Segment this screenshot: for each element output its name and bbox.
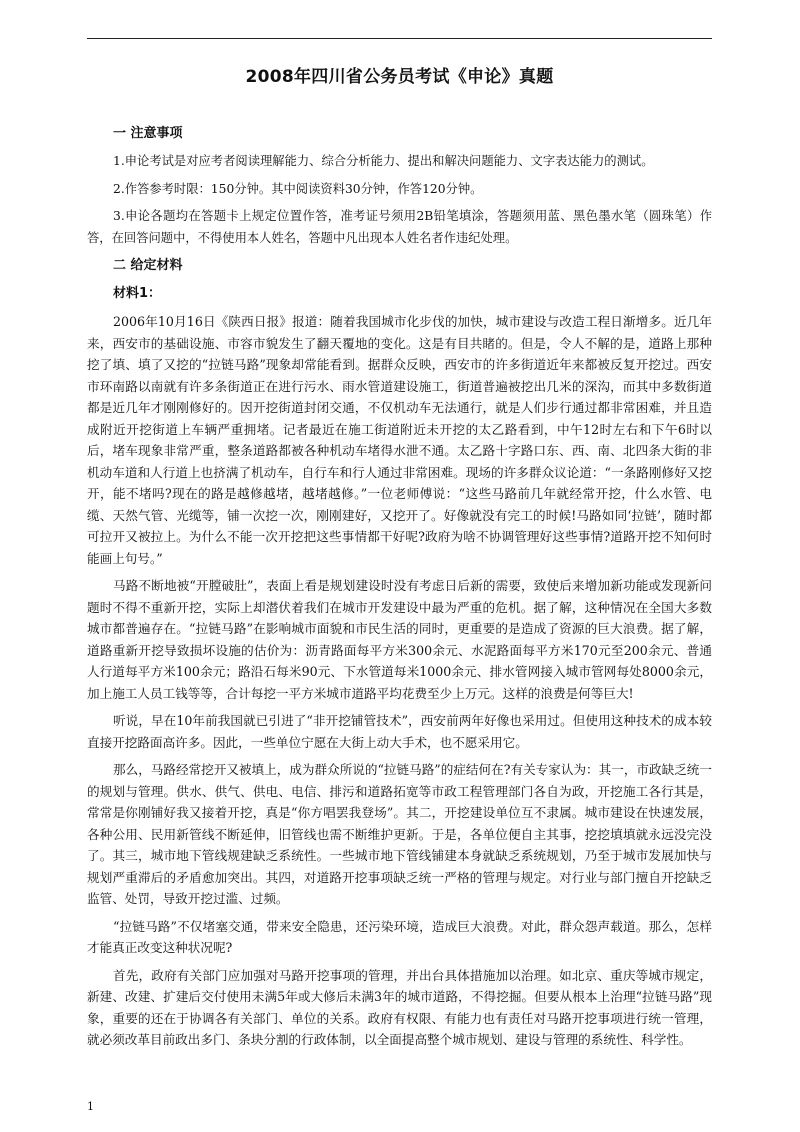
material-paragraph: 那么，马路经常挖开又被填上，成为群众所说的“拉链马路”的症结何在?有关专家认为：其一，市政缺乏统一的规划与管理。供水、供气、供电、电信、排污和道路拓宽等市政工程管理部门各自为政，开挖施工各行其是，常常是你刚铺好我又接着开挖，真是“你方唱罢我登场”。其二，开挖建设单位互不隶属。城市建设在快速发展，各种公用、民用新管线不断延伸，旧管线也需不断维护更新。于是，各单位便自主其事，挖挖填填就永远没完没了。其三，城市地下管线规建缺乏系统性。一些城市地下管线铺建本身就缺乏系统规划，乃至于城市发展加快与规划严重滞后的矛盾愈加突出。其四，对道路开挖事项缺乏统一严格的管理与规定。对行业与部门擅自开挖缺乏监管、处罚，导致开挖过滥、过频。 [87,762,712,906]
page-number: 1 [87,1100,94,1113]
note-item: 2.作答参考时限：150分钟。其中阅读资料30分钟，作答120分钟。 [113,181,483,196]
material-paragraph: 马路不断地被“开膛破肚”，表面上看是规划建设时没有考虑日后新的需要，致使后来增加新功能或发现新问题时不得不重新开挖，实际上却潜伏着我们在城市开发建设中最为严重的危机。据了解，这种情况在全国大多数城市都普遍存在。“拉链马路”在影响城市面貌和市民生活的同时，更重要的是造成了资源的巨大浪费。据了解，道路重新开挖导致损坏设施的估价为：沥青路面每平方米300余元、水泥路面每平方米170元至200余元、普通人行道每平方米100余元；路沿石每米90元、下水管道每米1000余元、排水管网接入城市管网每处8000余元，加上施工人员工钱等等，合计每挖一平方米城市道路平均花费至少上万元。这样的浪费是何等巨大! [87,578,712,701]
material-paragraph: 首先，政府有关部门应加强对马路开挖事项的管理，并出台具体措施加以治理。如北京、重庆等城市规定，新建、改建、扩建后交付使用未满5年或大修后未满3年的城市道路，不得挖掘。但要从根本上治理“拉链马路”现象，重要的还在于协调各有关部门、单位的关系。政府有权限、有能力也有责任对马路开挖事项进行统一管理，就必须改革目前政出多门、条块分割的行政体制，以全面提高整个城市规划、建设与管理的系统性、科学性。 [87,967,712,1047]
header-rule [87,38,712,39]
document-title: 2008年四川省公务员考试《申论》真题 [245,67,554,87]
document-page [87,62,712,1057]
section-materials-heading: 二 给定材料 [113,258,183,273]
material-paragraph: “拉链马路”不仅堵塞交通，带来安全隐患，还污染环境，造成巨大浪费。对此，群众怨声载道。那么，怎样才能真正改变这种状况呢? [87,918,712,955]
material-1-heading: 材料1： [113,286,162,301]
section-notes-heading: 一 注意事项 [113,126,183,141]
material-paragraph: 听说，早在10年前我国就已引进了“非开挖铺管技术”，西安前两年好像也采用过。但使用这种技术的成本较直接开挖路面高许多。因此，一些单位宁愿在大街上动大手术，也不愿采用它。 [87,713,712,750]
material-paragraph: 2006年10月16日《陕西日报》报道：随着我国城市化步伐的加快，城市建设与改造工程日渐增多。近几年来，西安市的基础设施、市容市貌发生了翻天覆地的变化。这是有目共睹的。但是，令人不解的是，道路上那种挖了填、填了又挖的“拉链马路”现象却常能看到。据群众反映，西安市的许多街道近年来都被反复开挖过。西安市环南路以南就有许多条街道正在进行污水、雨水管道建设施工，街道普遍被挖出几米的深沟，而其中多数街道都是近几年才刚刚修好的。因开挖街道封闭交通，不仅机动车无法通行，就是人们步行通过都非常困难，并且造成附近开挖街道上车辆严重拥堵。记者最近在施工街道附近未开挖的太乙路看到，中午12时左右和下午6时以后，堵车现象非常严重，整条道路都被各种机动车堵得水泄不通。太乙路十字路口东、西、南、北四条大街的非机动车道和人行道上也挤满了机动车，自行车和行人通过非常困难。现场的许多群众议论道：“一条路刚修好又挖开，能不堵吗?现在的路是越修越堵，越堵越修。”一位老师傅说：“这些马路前几年就经常开挖，什么水管、电缆、天然气管、光缆等，铺一次挖一次，刚刚建好，又挖开了。好像就没有完工的时候!马路如同‘拉链’，随时都可拉开又被拉上。为什么不能一次开挖把这些事情都干好呢?政府为啥不协调管理好这些事情?道路开挖不知何时能画上句号。” [87,314,712,566]
note-item: 3.申论各题均在答题卡上规定位置作答，准考证号须用2B铅笔填涂，答题须用蓝、黑色墨水笔（圆珠笔）作答，在回答问题中，不得使用本人姓名，答题中凡出现本人姓名者作违纪处理。 [87,209,712,245]
note-item: 1.申论考试是对应考者阅读理解能力、综合分析能力、提出和解决问题能力、文字表达能力的测试。 [113,154,654,168]
